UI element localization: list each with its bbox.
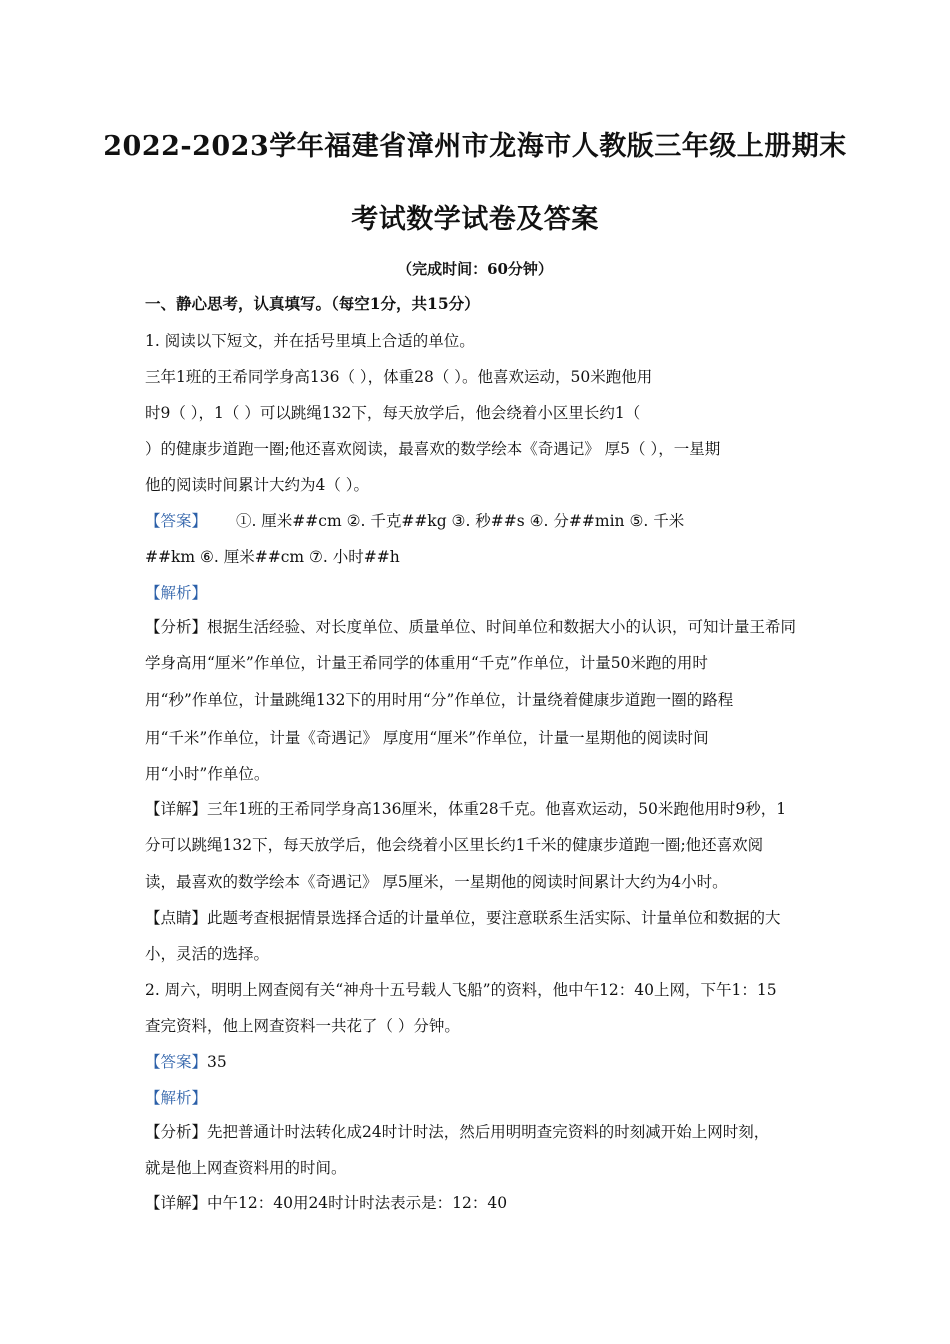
q1-answer-continued: ##km ⑥. 厘米##cm ⑦. 小时##h	[145, 548, 400, 566]
q1-passage-line: 三年1班的王希同学身高136（ ），体重28（ ）。他喜欢运动，50米跑他用	[145, 368, 653, 386]
q1-passage-line: 时9（ ），1（ ）可以跳绳132下，每天放学后，他会绕着小区里长约1（	[145, 404, 641, 422]
q1-fenxi-line: 用“小时”作单位。	[145, 765, 270, 783]
q2-answer-label: 【答案】	[145, 1053, 208, 1071]
q1-passage-line: ）的健康步道跑一圈;他还喜欢阅读，最喜欢的数学绘本《奇遇记》 厚5（ ），一星期	[145, 440, 721, 458]
document-title-line-2: 考试数学试卷及答案	[351, 204, 599, 235]
q1-passage-line: 他的阅读时间累计大约为4（ ）。	[145, 476, 370, 494]
q1-answer-text: ①. 厘米##cm ②. 千克##kg ③. 秒##s ④. 分##min ⑤. 千米	[235, 512, 685, 530]
q2-prompt-line: 查完资料，他上网查资料一共花了（ ）分钟。	[145, 1017, 460, 1035]
q1-answer-label: 【答案】	[145, 512, 208, 530]
q2-fenxi-line: 【分析】先把普通计时法转化成24时计时法，然后用明明查完资料的时刻减开始上网时刻，	[145, 1123, 770, 1141]
q2-analysis-label: 【解析】	[145, 1089, 208, 1107]
q1-dianjing-line: 小，灵活的选择。	[145, 945, 270, 963]
q1-xiangjie-line: 【详解】三年1班的王希同学身高136厘米，体重28千克。他喜欢运动，50米跑他用时9秒，1	[145, 800, 787, 818]
q2-answer-row	[145, 1051, 810, 1073]
q1-xiangjie-line: 分可以跳绳132下，每天放学后，他会绕着小区里长约1千米的健康步道跑一圈;他还喜欢阅	[145, 836, 764, 854]
exam-duration: （完成时间：60分钟）	[397, 260, 553, 278]
q1-prompt: 1. 阅读以下短文，并在括号里填上合适的单位。	[145, 332, 475, 350]
q2-fenxi-line: 就是他上网查资料用的时间。	[145, 1159, 347, 1177]
q1-xiangjie-line: 读，最喜欢的数学绘本《奇遇记》 厚5厘米，一星期他的阅读时间累计大约为4小时。	[145, 873, 728, 891]
q1-fenxi-line: 【分析】根据生活经验、对长度单位、质量单位、时间单位和数据大小的认识，可知计量王希同	[145, 618, 797, 636]
section-1-heading: 一、静心思考，认真填写。（每空1分，共15分）	[145, 294, 480, 313]
document-title-line-1: 2022-2023学年福建省漳州市龙海市人教版三年级上册期末	[103, 131, 847, 162]
q2-xiangjie-line: 【详解】中午12：40用24时计时法表示是：12：40	[145, 1194, 508, 1212]
q1-answer-row	[145, 510, 810, 532]
q2-prompt-line: 2. 周六，明明上网查阅有关“神舟十五号载人飞船”的资料，他中午12：40上网，下午1：15	[145, 981, 777, 999]
q1-fenxi-line: 学身高用“厘米”作单位，计量王希同学的体重用“千克”作单位，计量50米跑的用时	[145, 654, 708, 672]
q1-analysis-label: 【解析】	[145, 584, 208, 602]
q1-fenxi-line: 用“千米”作单位，计量《奇遇记》 厚度用“厘米”作单位，计量一星期他的阅读时间	[145, 729, 709, 747]
q1-fenxi-line: 用“秒”作单位，计量跳绳132下的用时用“分”作单位，计量绕着健康步道跑一圈的路程	[145, 691, 734, 709]
q1-dianjing-line: 【点睛】此题考查根据情景选择合适的计量单位，要注意联系生活实际、计量单位和数据的大	[145, 909, 781, 927]
q2-answer-value: 35	[207, 1053, 227, 1071]
